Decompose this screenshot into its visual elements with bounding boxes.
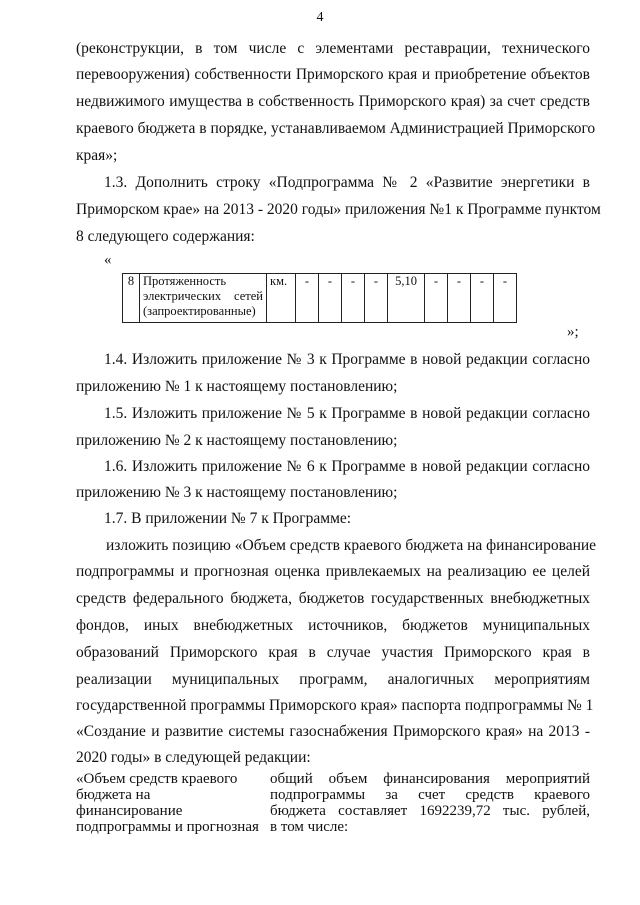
row-unit-cell: км. xyxy=(267,274,296,323)
page-number: 4 xyxy=(316,10,324,25)
paragraph-line: перевооружения) собственности Приморского края и приобретение объектов xyxy=(76,66,590,83)
item-1-5-line: 1.5. Изложить приложение № 5 к Программе в новой редакции согласно xyxy=(104,405,590,422)
item-1-6-line: 1.6. Изложить приложение № 6 к Программе в новой редакции согласно xyxy=(104,458,590,475)
passport-right-line: в том числе: xyxy=(270,819,349,835)
item-1-6-line: приложению № 3 к настоящему постановлению; xyxy=(76,484,398,501)
value-cell-2013: - xyxy=(296,274,319,323)
item-1-7-line: изложить позицию «Объем средств краевого бюджета на финансирование xyxy=(106,537,597,554)
value-cell-2017: 5,10 xyxy=(388,274,425,323)
item-1-7-line: реализации муниципальных программ, аналогичных мероприятиям xyxy=(76,671,590,688)
item-1-7-line: фондов, иных внебюджетных источников, бюджетов муниципальных xyxy=(76,617,590,634)
item-1-3-line: 8 следующего содержания: xyxy=(76,228,255,245)
item-1-4-line: приложению № 1 к настоящему постановлению; xyxy=(76,378,398,395)
passport-left-line: «Объем средств краевого xyxy=(76,771,238,787)
item-1-5-line: приложению № 2 к настоящему постановлению; xyxy=(76,432,398,449)
item-1-7-line: государственной программы Приморского края» паспорта подпрограммы № 1 xyxy=(76,697,594,714)
row-number-cell: 8 xyxy=(123,274,140,323)
item-1-7-line: средств федерального бюджета, бюджетов государственных внебюджетных xyxy=(76,590,590,607)
value-cell-2015: - xyxy=(342,274,365,323)
table-row xyxy=(123,274,517,323)
paragraph-line: недвижимого имущества в собственность Приморского края) за счет средств xyxy=(76,93,590,110)
quote-close-mark: »; xyxy=(567,324,579,340)
item-1-7-line: 2020 годы» в следующей редакции: xyxy=(76,749,311,766)
item-1-7-line: «Создание и развитие системы газоснабжения Приморского края» на 2013 - xyxy=(76,723,590,740)
passport-left-line: подпрограммы и прогнозная xyxy=(76,819,259,835)
passport-right-line: подпрограммы за счет средств краевого xyxy=(270,787,590,803)
paragraph-line: (реконструкции, в том числе с элементами реставрации, технического xyxy=(76,40,590,57)
item-1-7-heading: 1.7. В приложении № 7 к Программе: xyxy=(104,510,352,527)
value-cell-2016: - xyxy=(365,274,388,323)
value-cell-2020: - xyxy=(471,274,494,323)
indicator-table xyxy=(122,273,517,323)
passport-right-line: общий объем финансирования мероприятий xyxy=(270,771,590,787)
value-cell-2019: - xyxy=(448,274,471,323)
passport-left-line: финансирование xyxy=(76,803,183,819)
value-cell-2018: - xyxy=(425,274,448,323)
quote-open-mark: « xyxy=(104,252,112,268)
item-1-7-line: образований Приморского края в случае участия Приморского края в xyxy=(76,644,590,661)
item-1-3-line: 1.3. Дополнить строку «Подпрограмма № 2 «Развитие энергетики в xyxy=(104,174,590,191)
value-cell-extra: - xyxy=(494,274,517,323)
paragraph-line: края»; xyxy=(76,147,118,164)
item-1-7-line: подпрограммы и прогнозная оценка привлекаемых на реализацию ее целей xyxy=(76,563,590,580)
value-cell-2014: - xyxy=(319,274,342,323)
paragraph-line: краевого бюджета в порядке, устанавливаемом Администрацией Приморского xyxy=(76,120,596,137)
passport-left-line: бюджета на xyxy=(76,787,151,803)
row-name-cell: Протяженность электрических сетей (запроектированные) xyxy=(140,274,267,323)
passport-right-line: бюджета составляет 1692239,72 тыс. рублей, xyxy=(270,803,590,819)
item-1-4-line: 1.4. Изложить приложение № 3 к Программе в новой редакции согласно xyxy=(104,351,590,368)
item-1-3-line: Приморском крае» на 2013 - 2020 годы» приложения №1 к Программе пунктом xyxy=(76,201,601,218)
